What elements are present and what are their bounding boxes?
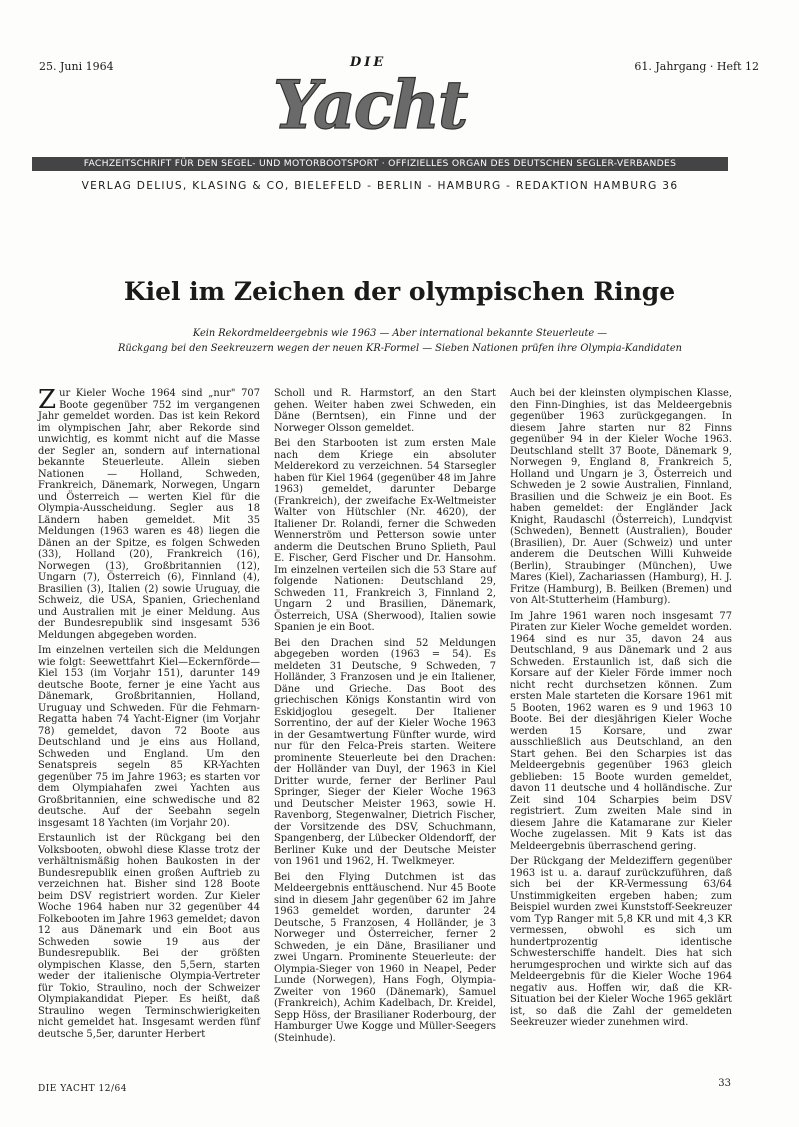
paragraph: Auch bei der kleinsten olympischen Klasse, den Finn-Dinghies, ist das Meldeergebnis gegenüber 1963 zurückgegangen. In diesem Jahre starten nur 82 Finns gegenüber 94 in der Kieler Woche 1963. Deutschland stellt 37 Boote, Dänemark 9, Norwegen 9, England 8, Frankreich 5, Holland und Ungarn je 3, Österreich und Schweden je 2 sowie Australien, Finnland, Brasilien und die Schweiz je ein Boot. Es haben gemeldet: der Engländer Jack Knight, Raudaschl (Österreich), Lundqvist (Schweden), Bennett (Australien), Bouder (Brasilien), Dr. Auer (Schweiz) und unter anderem die Deutschen Willi Kuhweide (Berlin), Straubinger (München), Uwe Mares (Kiel), Zachariassen (Hamburg), H. J. Fritze (Hamburg), B. Beilken (Bremen) und von Alt-Stutterheim (Hamburg). xyxy=(510,388,732,606)
paragraph xyxy=(38,385,260,641)
footer-publication: DIE YACHT 12/64 xyxy=(38,1084,127,1094)
tagline-bar: FACHZEITSCHRIFT FÜR DEN SEGEL- UND MOTORBOOTSPORT · OFFIZIELLES ORGAN DES DEUTSCHEN SEGLER-VERBANDES xyxy=(32,157,728,171)
page-number: 33 xyxy=(718,1078,731,1089)
article-column-3 xyxy=(510,388,732,1033)
subtitle-line-2: Rückgang bei den Seekreuzern wegen der neuen KR-Formel — Sieben Nationen prüfen ihre Olympia-Kandidaten xyxy=(118,343,682,354)
article-subtitle xyxy=(40,326,760,356)
paragraph: Scholl und R. Harmstorf, an den Start gehen. Weiter haben zwei Schweden, ein Däne (Berntsen), ein Finne und der Norweger Olsson gemeldet. xyxy=(274,388,496,434)
logo-die: DIE xyxy=(350,55,387,70)
paragraph: Bei den Starbooten ist zum ersten Male nach dem Kriege ein absoluter Melderekord zu verzeichnen. 54 Starsegler haben für Kiel 1964 (gegenüber 48 im Jahre 1963) gemeldet, darunter Debarge (Frankreich), der zweifache Ex-Weltmeister Walter von Hütschler (Nr. 4620), der Italiener Dr. Rolandi, ferner die Schweden Wennerström und Petterson sowie unter anderm die Deutschen Bruno Splieth, Paul E. Fischer, Gerd Fischer und Dr. Hansohm. Im einzelnen verteilen sich die 53 Stare auf folgende Nationen: Deutschland 29, Schweden 11, Frankreich 3, Finnland 2, Ungarn 2 und Brasilien, Dänemark, Österreich, USA (Sherwood), Italien sowie Spanien je ein Boot. xyxy=(274,438,496,633)
publisher-line: VERLAG DELIUS, KLASING & CO, BIELEFELD - BERLIN - HAMBURG - REDAKTION HAMBURG 36 xyxy=(81,180,679,192)
drop-cap: Z xyxy=(38,385,57,415)
masthead-date: 25. Juni 1964 xyxy=(39,60,114,73)
paragraph: Erstaunlich ist der Rückgang bei den Volksbooten, obwohl diese Klasse trotz der verhältnismäßig hohen Baukosten in der Bundesrepublik einen großen Auftrieb zu verzeichnen hat. Bisher sind 128 Boote beim DSV registriert worden. Zur Kieler Woche 1964 haben nur 32 gegenüber 44 Folkebooten im Jahre 1963 gemeldet; davon 12 aus Dänemark und ein Boot aus Schweden sowie 19 aus der Bundesrepublik. Bei der größten olympischen Klasse, den 5,5ern, starten weder der italienische Olympia-Vertreter für Tokio, Straulino, noch der Schweizer Olympiakandidat Pieper. Es heißt, daß Straulino wegen Terminschwierigkeiten nicht gemeldet hat. Insgesamt werden fünf deutsche 5,5er, darunter Herbert xyxy=(38,833,260,1040)
paragraph: Im einzelnen verteilen sich die Meldungen wie folgt: Seewettfahrt Kiel—Eckernförde—Kiel 153 (im Vorjahr 151), darunter 149 deutsche Boote, ferner je eine Yacht aus Dänemark, Großbritannien, Holland, Uruguay und Schweden. Für die Fehmarn-Regatta haben 74 Yacht-Eigner (im Vorjahr 78) gemeldet, davon 72 Boote aus Deutschland und je eins aus Holland, Schweden und England. Um den Senatspreis segeln 85 KR-Yachten gegenüber 75 im Jahre 1963; es starten vor dem Olympiahafen zwei Yachten aus Großbritannien, eine schwedische und 82 deutsche. Auf der Seebahn segeln insgesamt 18 Yachten (im Vorjahr 20). xyxy=(38,645,260,829)
paragraph-text: ur Kieler Woche 1964 sind „nur" 707 Boote gegenüber 752 im vergangenen Jahr gemeldet worden. Das ist kein Rekord im olympischen Jahr, aber Rekorde sind unwichtig, es kommt nicht auf die Masse der Segler an, sondern auf international bekannte Steuerleute. Allein sieben Nationen — Holland, Schweden, Frankreich, Dänemark, Norwegen, Ungarn und Österreich — werten Kiel für die Olympia-Ausscheidung. Segler aus 18 Ländern haben gemeldet. Mit 35 Meldungen (1963 waren es 48) liegen die Dänen an der Spitze, es folgen Schweden (33), Holland (20), Frankreich (16), Norwegen (13), Großbritannien (12), Ungarn (7), Österreich (6), Finnland (4), Brasilien (3), Italien (2) sowie Uruguay, die Schweiz, die USA, Spanien, Griechenland und Australien mit je einer Meldung. Aus der Bundesrepublik sind insgesamt 536 Meldungen abgegeben worden. xyxy=(38,388,260,641)
article-column-1 xyxy=(38,385,260,1044)
masthead-issue: 61. Jahrgang · Heft 12 xyxy=(634,60,759,73)
logo-title: Yacht xyxy=(273,66,467,142)
article-headline: Kiel im Zeichen der olympischen Ringe xyxy=(123,277,676,306)
paragraph: Der Rückgang der Meldeziffern gegenüber 1963 ist u. a. darauf zurückzuführen, daß sich bei der KR-Vermessung 63/64 Unstimmigkeiten ergeben haben; zum Beispiel wurden zwei Kunststoff-Seekreuzer vom Typ Ranger mit 5,8 KR und mit 4,3 KR vermessen, obwohl es sich um hundertprozentig identische Schwesterschiffe handelt. Dies hat sich herumgesprochen und wirkte sich auf das Meldeergebnis für die Kieler Woche 1964 negativ aus. Hoffen wir, daß die KR-Situation bei der Kieler Woche 1965 geklärt ist, so daß die Zahl der gemeldeten Seekreuzer wieder zunehmen wird. xyxy=(510,856,732,1028)
subtitle-line-1: Kein Rekordmeldeergebnis wie 1963 — Aber international bekannte Steuerleute — xyxy=(192,328,608,339)
paragraph: Bei den Flying Dutchmen ist das Meldeergebnis enttäuschend. Nur 45 Boote sind in diesem Jahr gegenüber 62 im Jahre 1963 gemeldet worden, darunter 24 Deutsche, 5 Franzosen, 4 Holländer, je 3 Norweger und Österreicher, ferner 2 Schweden, je ein Däne, Brasilianer und zwei Ungarn. Prominente Steuerleute: der Olympia-Sieger von 1960 in Neapel, Peder Lunde (Norwegen), Hans Fogh, Olympia-Zweiter von 1960 (Dänemark), Samuel (Frankreich), Achim Kadelbach, Dr. Kreidel, Sepp Höss, der Brasilianer Roderbourg, der Hamburger Uwe Kogge und Müller-Seegers (Steinhude). xyxy=(274,871,496,1044)
logo-yacht-script xyxy=(265,62,575,142)
article-column-2 xyxy=(274,388,496,1048)
paragraph: Im Jahre 1961 waren noch insgesamt 77 Piraten zur Kieler Woche gemeldet worden. 1964 sind es nur 35, davon 24 aus Deutschland, 9 aus Dänemark und 2 aus Schweden. Erstaunlich ist, daß sich die Korsare auf der Kieler Förde immer noch nicht recht durchsetzen können. Zum ersten Male starteten die Korsare 1961 mit 5 Booten, 1962 waren es 9 und 1963 10 Boote. Bei der diesjährigen Kieler Woche werden 15 Korsare, und zwar ausschließlich aus Deutschland, an den Start gehen. Bei den Scharpies ist das Meldeergebnis gegenüber 1963 gleich geblieben: 15 Boote wurden gemeldet, davon 11 deutsche und 4 holländische. Zur Zeit sind 104 Scharpies beim DSV registriert. Zum zweiten Male sind in diesem Jahre die Katamarane zur Kieler Woche zugelassen. Mit 9 Kats ist das Meldeergebnis überraschend gering. xyxy=(510,610,732,852)
paragraph: Bei den Drachen sind 52 Meldungen abgegeben worden (1963 = 54). Es meldeten 31 Deutsche, 9 Schweden, 7 Holländer, 3 Franzosen und je ein Italiener, Däne und Grieche. Das Boot des griechischen Königs Konstantin wird von Eskidjoglou gesegelt. Der Italiener Sorrentino, der auf der Kieler Woche 1963 in der Gesamtwertung Fünfter wurde, wird nur für den Felca-Preis starten. Weitere prominente Steuerleute bei den Drachen: der Holländer van Duyl, der 1963 in Kiel Dritter wurde, ferner der Berliner Paul Springer, Sieger der Kieler Woche 1963 und Deutscher Meister 1963, sowie H. Ravenborg, Stegenwalner, Dietrich Fischer, der Vorsitzende des DSV, Schuchmann, Spangenberg, der Lübecker Oldendorff, der Berliner Kuke und der Deutsche Meister von 1961 und 1962, H. Twelkmeyer. xyxy=(274,637,496,867)
